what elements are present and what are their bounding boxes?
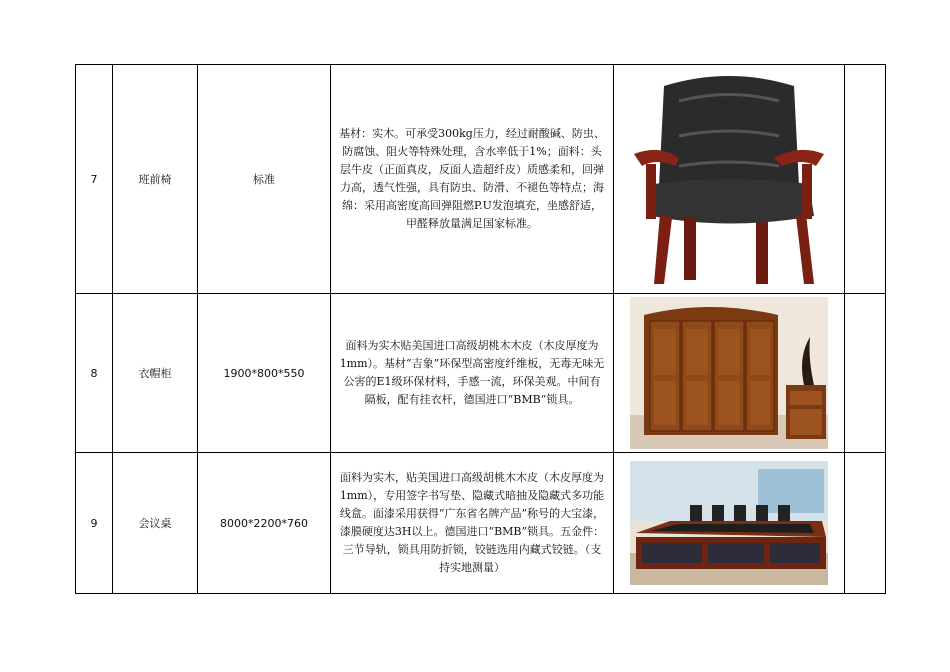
- empty-cell: [845, 453, 886, 594]
- product-table: [75, 64, 886, 594]
- row-number: 8: [76, 294, 113, 453]
- product-image-cell: [614, 65, 845, 294]
- empty-cell: [845, 294, 886, 453]
- product-description: 基材：实木。可承受300kg压力，经过耐酸碱、防虫、防腐蚀、阻火等特殊处理，含水率低于1%；面料：头层牛皮（正面真皮，反面人造超纤皮）质感柔和，回弹力高，透气性强，具有防虫、防滑、不褪色等特点；海绵：采用高密度高回弹阻燃P.U发泡填充，坐感舒适，甲醛释放量满足国家标准。: [331, 65, 614, 294]
- product-name: 衣帽柜: [113, 294, 198, 453]
- table-row: [76, 65, 886, 294]
- row-number: 7: [76, 65, 113, 294]
- product-spec: 8000*2200*760: [198, 453, 331, 594]
- product-name: 班前椅: [113, 65, 198, 294]
- product-spec: 标准: [198, 65, 331, 294]
- wardrobe-image: [630, 297, 828, 449]
- product-image-cell: [614, 453, 845, 594]
- table-row: [76, 294, 886, 453]
- table-row: [76, 453, 886, 594]
- product-image-cell: [614, 294, 845, 453]
- product-name: 会议桌: [113, 453, 198, 594]
- row-number: 9: [76, 453, 113, 594]
- conference-table-image: [630, 461, 828, 585]
- product-spec: 1900*800*550: [198, 294, 331, 453]
- product-description: 面料为实木，贴美国进口高级胡桃木木皮（木皮厚度为1mm），专用签字书写垫、隐藏式暗抽及隐藏式多功能线盒。面漆采用获得“广东省名牌产品”称号的大宝漆，漆膜硬度达3H以上。德国进口“BMB”锁具。五金件：三节导轨，锁具用防折锁，铰链选用内藏式铰链。（支持实地测量）: [331, 453, 614, 594]
- empty-cell: [845, 65, 886, 294]
- product-description: 面料为实木贴美国进口高级胡桃木木皮（木皮厚度为1mm）。基材“吉象”环保型高密度纤维板，无毒无味无公害的E1级环保材料，手感一流，环保美观。中间有隔板，配有挂衣杆，德国进口“BMB”锁具。: [331, 294, 614, 453]
- leather-chair-image: [624, 66, 834, 292]
